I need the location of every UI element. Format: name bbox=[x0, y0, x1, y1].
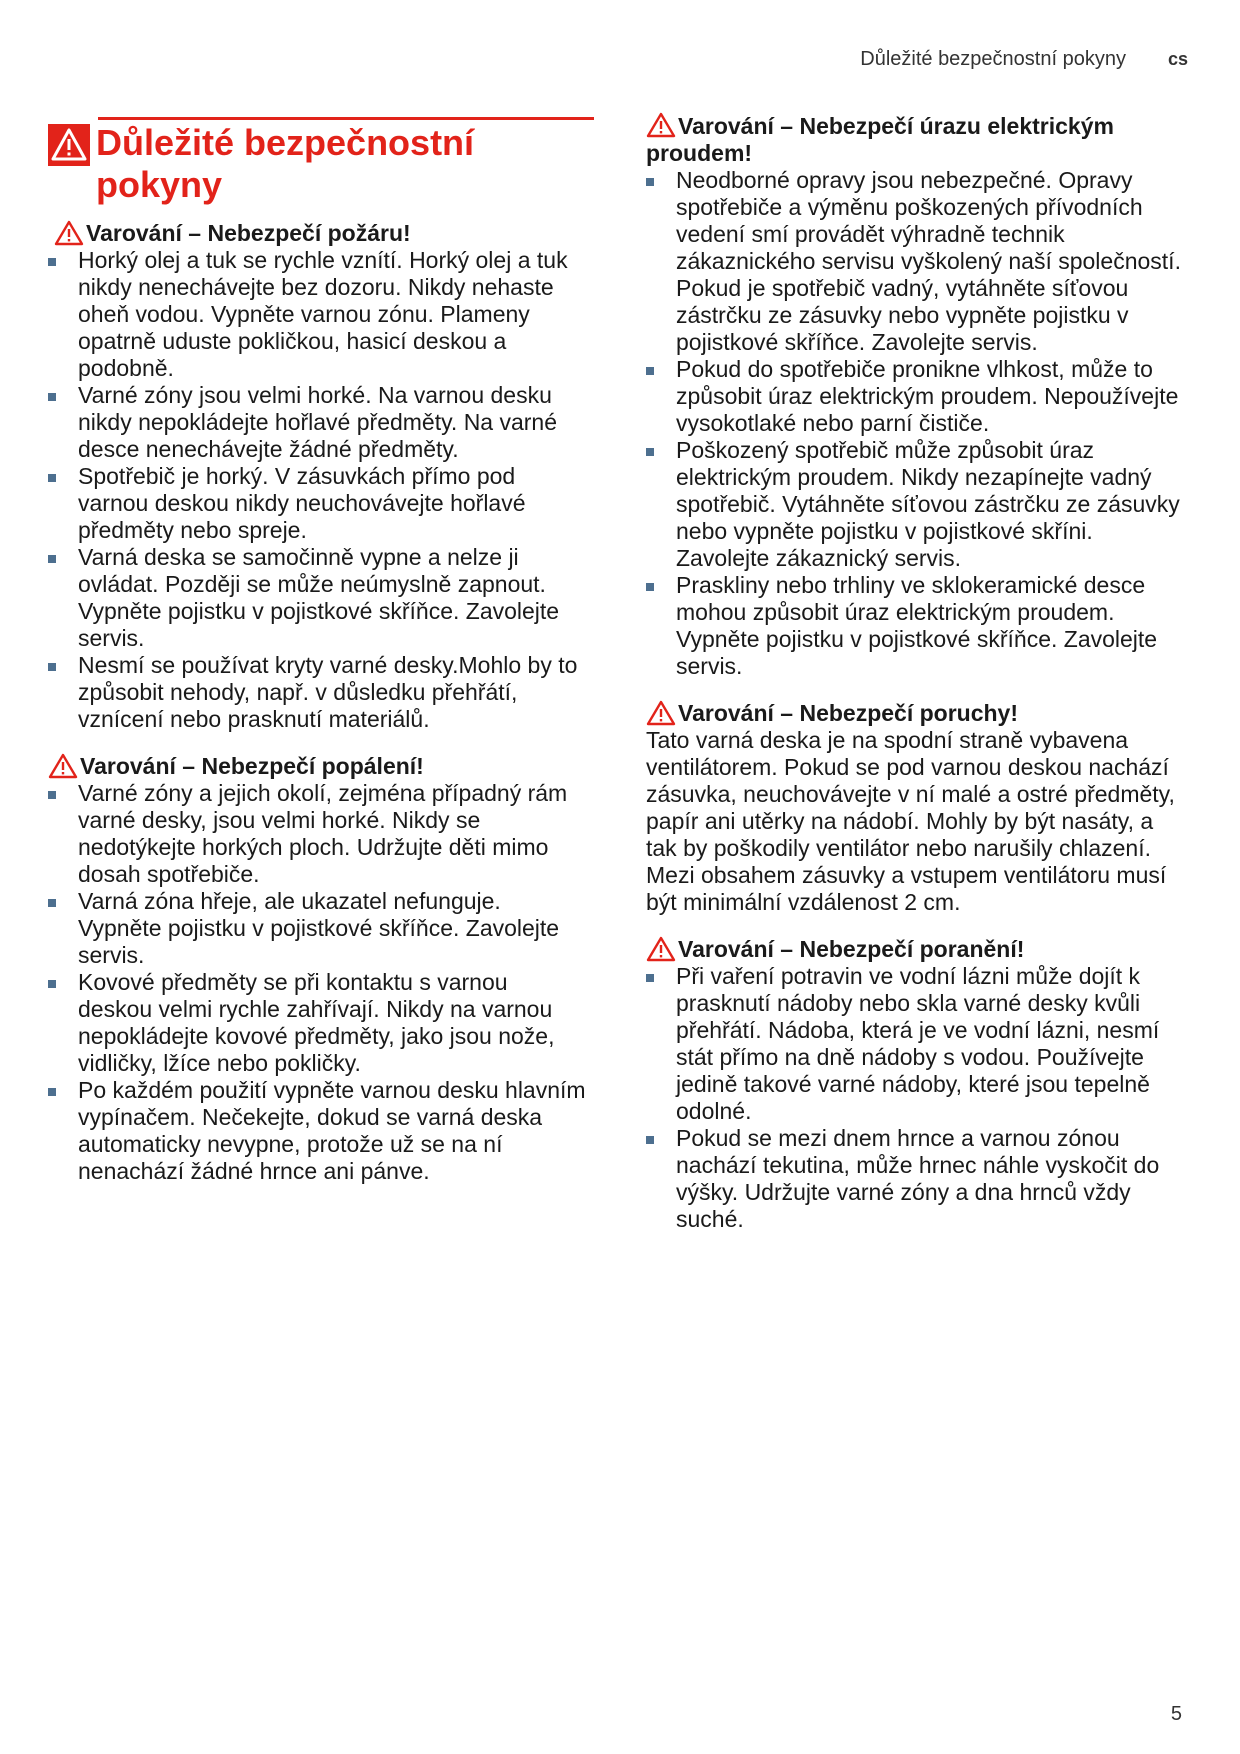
header-section-title: Důležité bezpečnostní pokyny bbox=[860, 48, 1126, 70]
bullet-icon bbox=[48, 899, 56, 907]
bullet-icon bbox=[48, 474, 56, 482]
warning-icon bbox=[48, 124, 90, 166]
page-number: 5 bbox=[1170, 1703, 1182, 1725]
bullet-icon bbox=[646, 1136, 654, 1144]
bullet-icon bbox=[646, 367, 654, 375]
right-column bbox=[646, 112, 1184, 1253]
bullet-icon bbox=[48, 393, 56, 401]
bullet-icon bbox=[48, 258, 56, 266]
page-header bbox=[860, 48, 1188, 71]
page-title: Důležité bezpečnostní pokyny bbox=[96, 122, 475, 205]
warning-list bbox=[48, 780, 588, 1185]
list-item: Pokud se mezi dnem hrnce a varnou zónou nachází tekutina, může hrnec náhle vyskočit do výšky. Udržujte varné zóny a dna hrnců vždy suché. bbox=[646, 1125, 1184, 1233]
bullet-icon bbox=[48, 1088, 56, 1096]
bullet-icon bbox=[646, 974, 654, 982]
fire-warning-section bbox=[48, 220, 588, 733]
warning-triangle-icon bbox=[646, 936, 676, 962]
bullet-icon bbox=[646, 178, 654, 186]
list-item: Varná deska se samočinně vypne a nelze ji ovládat. Později se může neúmyslně zapnout. Vypněte pojistku v pojistkové skříňce. Zavolejte servis. bbox=[48, 544, 588, 652]
bullet-icon bbox=[646, 448, 654, 456]
bullet-icon bbox=[48, 791, 56, 799]
list-item: Spotřebič je horký. V zásuvkách přímo pod varnou deskou nikdy neuchovávejte hořlavé předměty nebo spreje. bbox=[48, 463, 588, 544]
list-item: Kovové předměty se při kontaktu s varnou deskou velmi rychle zahřívají. Nikdy na varnou nepokládejte kovové předměty, jako jsou nože, vidličky, lžíce nebo pokličky. bbox=[48, 969, 588, 1077]
injury-warning-section bbox=[646, 936, 1184, 1233]
list-item: Po každém použití vypněte varnou desku hlavním vypínačem. Nečekejte, dokud se varná deska automaticky nevypne, protože už se na ní nenachází žádné hrnce ani pánve. bbox=[48, 1077, 588, 1185]
bullet-icon bbox=[48, 980, 56, 988]
malfunction-warning-section bbox=[646, 700, 1184, 916]
warning-triangle-icon bbox=[48, 753, 78, 779]
list-item: Neodborné opravy jsou nebezpečné. Opravy spotřebiče a výměnu poškozených přívodních vedení smí provádět výhradně technik zákaznického servisu vyškolený naší společností. Pokud je spotřebič vadný, vytáhněte síťovou zástrčku ze zásuvky nebo vypněte pojistku v pojistkové skříňce. Zavolejte servis. bbox=[646, 167, 1184, 356]
warning-list bbox=[646, 963, 1184, 1233]
electric-shock-warning-section bbox=[646, 112, 1184, 680]
warning-triangle-icon bbox=[646, 112, 676, 138]
list-item: Pokud do spotřebiče pronikne vlhkost, může to způsobit úraz elektrickým proudem. Nepoužívejte vysokotlaké nebo parní čističe. bbox=[646, 356, 1184, 437]
list-item: Varné zóny a jejich okolí, zejména případný rám varné desky, jsou velmi horké. Nikdy se nedotýkejte horkých ploch. Udržujte děti mimo dosah spotřebiče. bbox=[48, 780, 588, 888]
warning-heading: Varování – Nebezpečí úrazu elektrickým proudem! bbox=[646, 113, 1114, 166]
left-column bbox=[48, 112, 588, 1205]
burn-warning-section bbox=[48, 753, 588, 1185]
list-item: Při vaření potravin ve vodní lázni může dojít k prasknutí nádoby nebo skla varné desky kvůli přehřátí. Nádoba, která je ve vodní lázni, nesmí stát přímo na dně nádoby s vodou. Používejte jedině takové varné nádoby, které jsou tepelně odolné. bbox=[646, 963, 1184, 1125]
warning-list bbox=[48, 247, 588, 733]
bullet-icon bbox=[48, 663, 56, 671]
list-item: Poškozený spotřebič může způsobit úraz elektrickým proudem. Nikdy nezapínejte vadný spotřebič. Vytáhněte síťovou zástrčku ze zásuvky nebo vypněte pojistku v pojistkové skříni. Zavolejte zákaznický servis. bbox=[646, 437, 1184, 572]
warning-heading: Varování – Nebezpečí požáru! bbox=[48, 220, 588, 247]
warning-list bbox=[646, 167, 1184, 680]
list-item: Horký olej a tuk se rychle vznítí. Horký olej a tuk nikdy nenechávejte bez dozoru. Nikdy nehaste oheň vodou. Vypněte varnou zónu. Plameny opatrně uduste pokličkou, hasicí deskou a podobně. bbox=[48, 247, 588, 382]
warning-heading: Varování – Nebezpečí poranění! bbox=[646, 936, 1184, 963]
list-item: Varná zóna hřeje, ale ukazatel nefunguje. Vypněte pojistku v pojistkové skříňce. Zavolejte servis. bbox=[48, 888, 588, 969]
list-item: Varné zóny jsou velmi horké. Na varnou desku nikdy nepokládejte hořlavé předměty. Na varné desce nenechávejte žádné předměty. bbox=[48, 382, 588, 463]
title-block bbox=[48, 112, 588, 206]
language-code: cs bbox=[1167, 49, 1188, 69]
bullet-icon bbox=[48, 555, 56, 563]
title-rule bbox=[98, 117, 594, 120]
bullet-icon bbox=[646, 583, 654, 591]
warning-paragraph: Tato varná deska je na spodní straně vybavena ventilátorem. Pokud se pod varnou deskou nachází zásuvka, neuchovávejte v ní malé a ostré předměty, papír ani utěrky na nádobí. Mohly by být nasáty, a tak by poškodily ventilátor nebo narušily chlazení. Mezi obsahem zásuvky a vstupem ventilátoru musí být minimální vzdálenost 2 cm. bbox=[646, 727, 1175, 915]
list-item: Nesmí se používat kryty varné desky.Mohlo by to způsobit nehody, např. v důsledku přehřátí, vznícení nebo prasknutí materiálů. bbox=[48, 652, 588, 733]
warning-heading: Varování – Nebezpečí popálení! bbox=[48, 753, 588, 780]
list-item: Praskliny nebo trhliny ve sklokeramické desce mohou způsobit úraz elektrickým proudem. Vypněte pojistku v pojistkové skříňce. Zavolejte servis. bbox=[646, 572, 1184, 680]
warning-triangle-icon bbox=[646, 700, 676, 726]
warning-triangle-icon bbox=[54, 220, 84, 246]
warning-heading: Varování – Nebezpečí poruchy! bbox=[646, 700, 1184, 727]
